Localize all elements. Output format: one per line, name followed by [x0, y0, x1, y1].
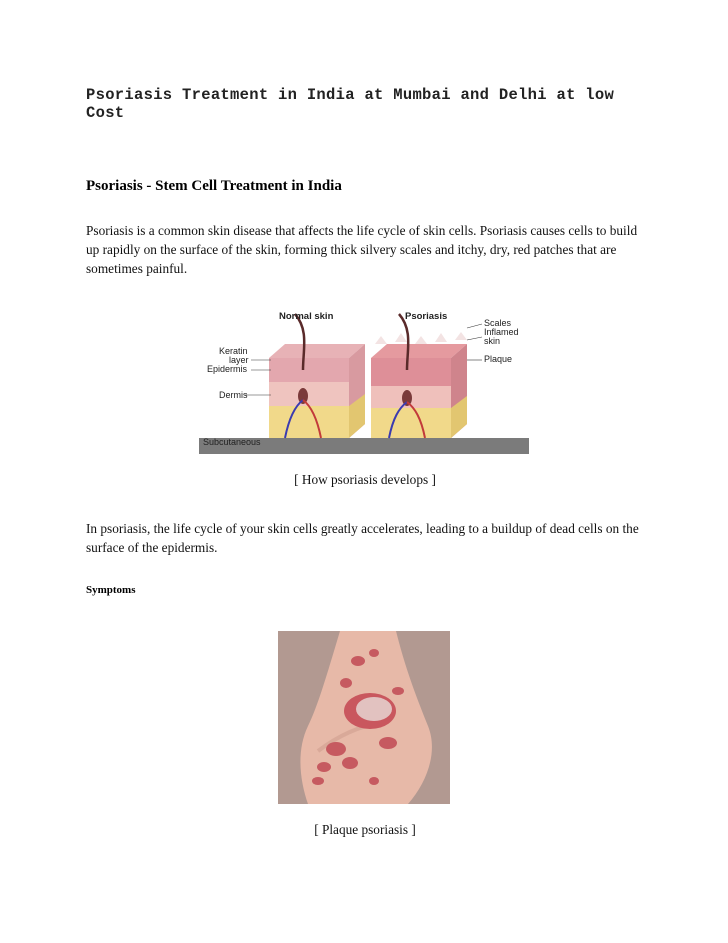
figure1-caption: [ How psoriasis develops ]: [294, 472, 436, 487]
section-heading: Psoriasis - Stem Cell Treatment in India: [86, 178, 342, 194]
label-plaque: Plaque: [484, 354, 513, 364]
label-scales: Scales: [484, 318, 512, 328]
normal-skin-block: [269, 314, 365, 438]
label-dermis: Dermis: [219, 390, 248, 400]
second-paragraph: In psoriasis, the life cycle of your skin cells greatly accelerates, leading to a buildup of dead cells on the surface of the epidermis.: [86, 521, 639, 555]
label-inflamed: Inflamed: [484, 327, 519, 337]
symptoms-heading: Symptoms: [86, 584, 136, 596]
label-psoriasis: Psoriasis: [405, 311, 448, 322]
label-epidermis: Epidermis: [207, 364, 248, 374]
label-keratin: Keratin: [219, 346, 248, 356]
label-normal-skin: Normal skin: [279, 311, 334, 322]
psoriasis-block: [371, 314, 467, 438]
figure2-caption: [ Plaque psoriasis ]: [314, 822, 416, 837]
intro-paragraph: Psoriasis is a common skin disease that affects the life cycle of skin cells. Psoriasis causes cells to build up rapidly on the surface of the skin, forming thick silvery scales and itchy, dry, red patches that are sometimes painful.: [86, 223, 638, 276]
label-layer: layer: [229, 355, 249, 365]
label-skin: skin: [484, 336, 501, 346]
label-subcutaneous: Subcutaneous: [203, 437, 261, 447]
plaque-psoriasis-photo: [278, 631, 450, 804]
document-title: Psoriasis Treatment in India at Mumbai and Delhi at low Cost: [86, 86, 615, 122]
skin-diagram-figure: [199, 300, 529, 455]
